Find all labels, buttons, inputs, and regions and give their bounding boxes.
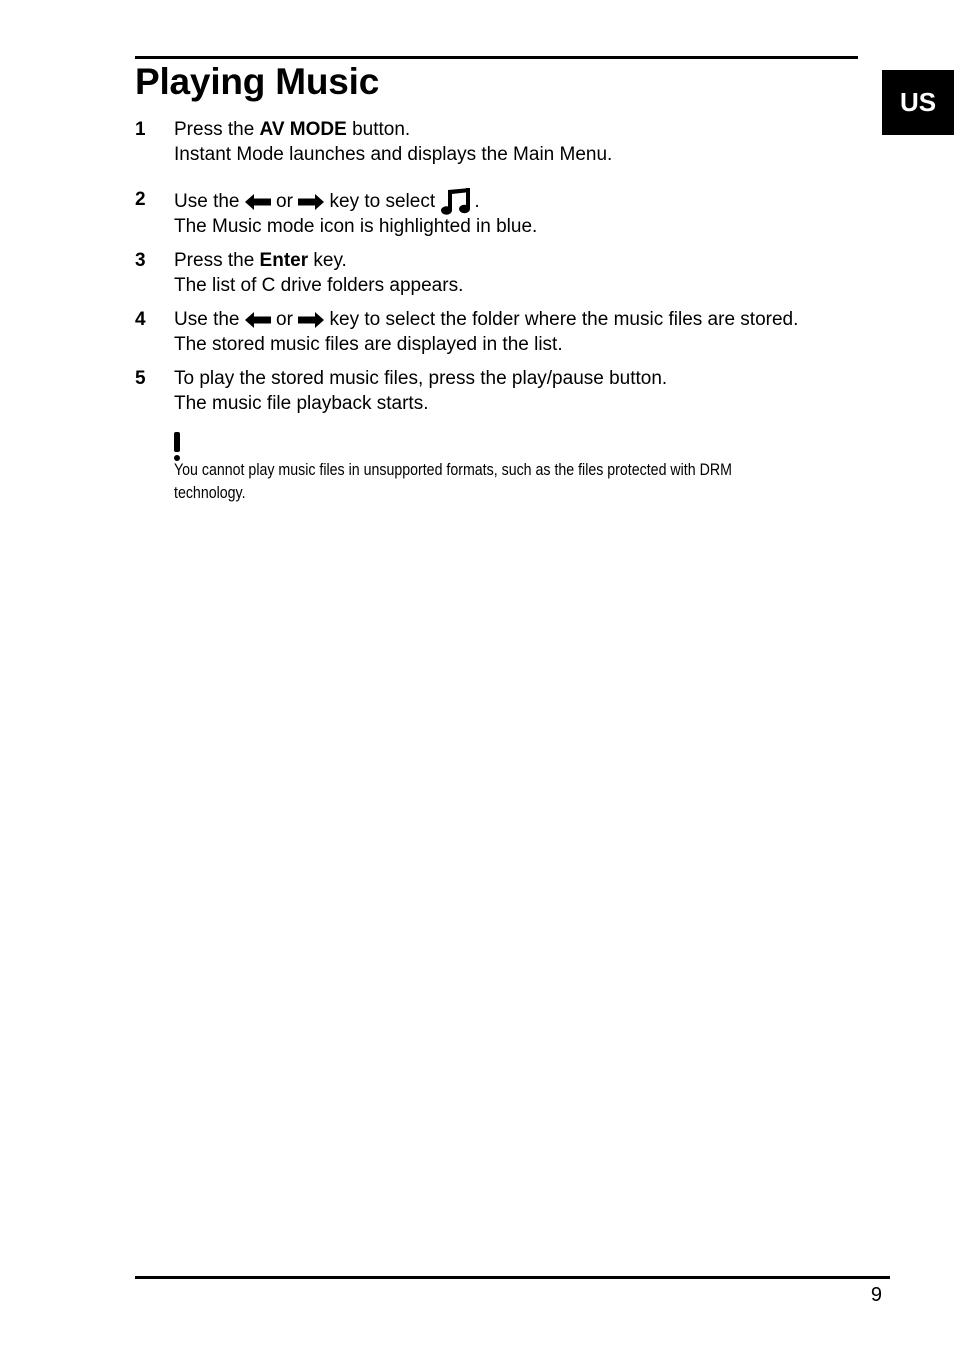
step-body (174, 248, 864, 298)
step-number: 5 (135, 368, 146, 389)
step-number: 2 (135, 189, 146, 210)
step-instruction: Use the or key to select the folder where the music files are stored. (174, 309, 799, 330)
note-line: You cannot play music files in unsupported formats, such as the files protected with DRM (174, 461, 732, 479)
enter-key-label: Enter (259, 250, 309, 271)
step-instruction: To play the stored music files, press the play/pause button. (174, 368, 668, 389)
step-result: Instant Mode launches and displays the Main Menu. (174, 144, 613, 165)
step-result: The Music mode icon is highlighted in blue. (174, 216, 538, 237)
note-line: technology. (174, 484, 246, 502)
page-number: 9 (870, 1284, 882, 1306)
step-result: The list of C drive folders appears. (174, 275, 464, 296)
step-result: The music file playback starts. (174, 393, 429, 414)
left-arrow-icon (245, 192, 271, 208)
page-title: Playing Music (135, 61, 380, 102)
language-tab: US (882, 70, 954, 135)
bottom-rule (135, 1276, 890, 1279)
top-rule (135, 56, 858, 59)
right-arrow-icon (298, 192, 324, 208)
step-body (174, 187, 864, 239)
step-body (174, 117, 864, 167)
step-body (174, 366, 864, 416)
music-note-icon (440, 186, 474, 216)
left-arrow-icon (245, 310, 271, 326)
step-number: 3 (135, 250, 146, 271)
right-arrow-icon (298, 310, 324, 326)
step-result: The stored music files are displayed in the list. (174, 334, 563, 355)
step-body (174, 307, 864, 357)
av-mode-label: AV MODE (259, 119, 347, 140)
step-instruction: Press the AV MODE button. (174, 119, 411, 140)
note-text (174, 459, 836, 505)
exclamation-icon (173, 432, 181, 462)
step-number: 4 (135, 309, 146, 330)
step-number: 1 (135, 119, 146, 140)
step-instruction: Press the Enter key. (174, 250, 347, 271)
step-instruction: Use the or key to select . (174, 187, 864, 214)
